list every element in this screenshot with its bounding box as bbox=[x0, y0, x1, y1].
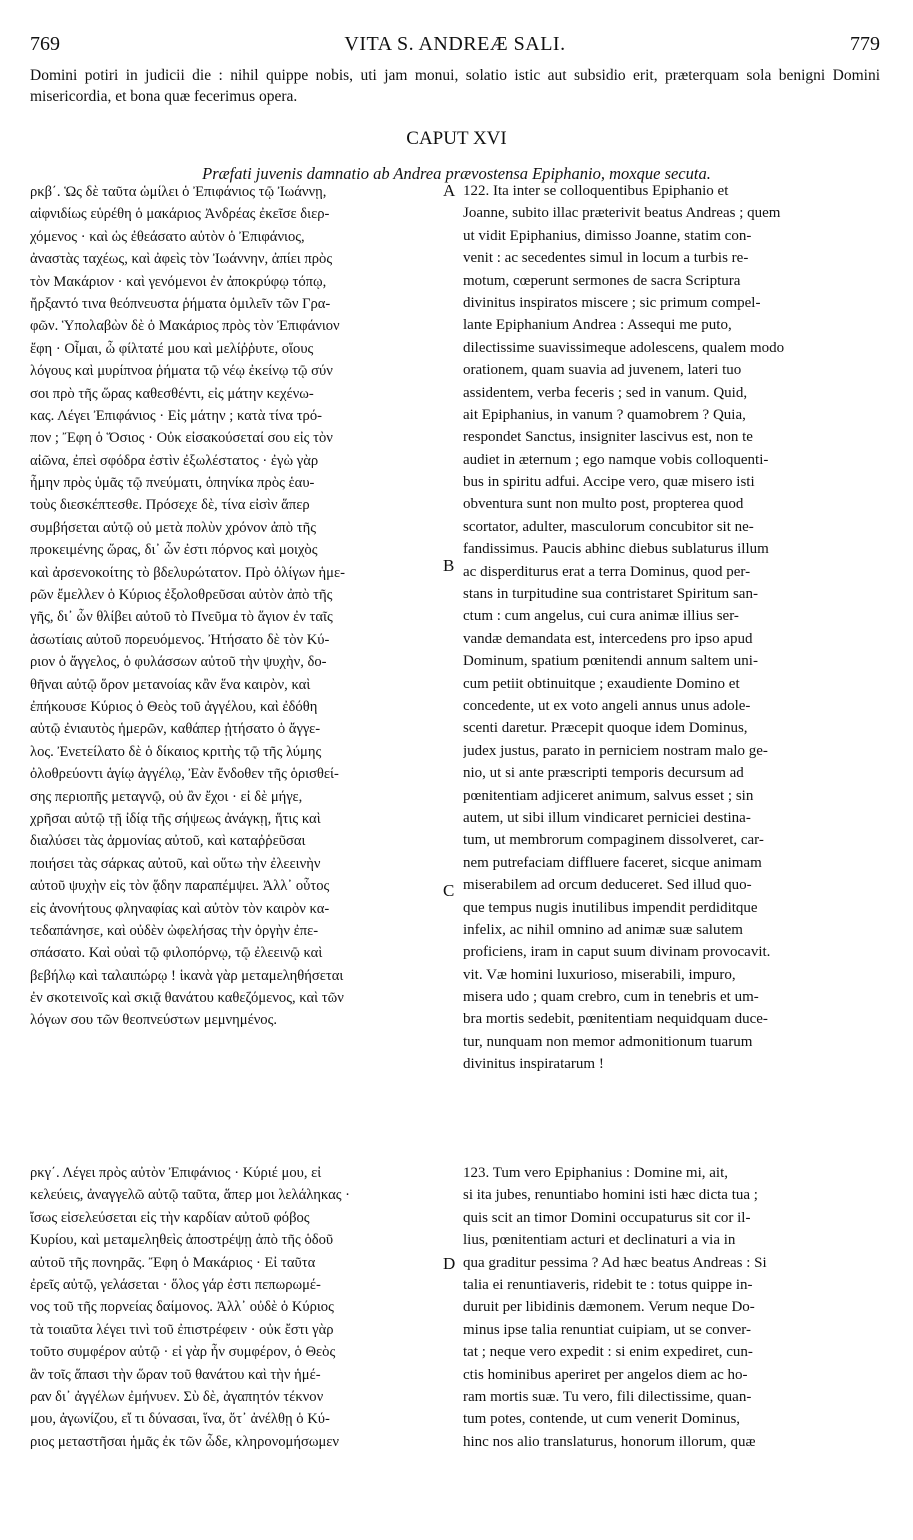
text-line: scenti daretur. Præcepit quoque idem Dominus, bbox=[463, 720, 748, 737]
text-line: ctis hominibus aperiret per angelos diem ac ho- bbox=[463, 1366, 748, 1383]
text-line: que tempus nugis inutilibus impendit perdiditque bbox=[463, 899, 758, 916]
text-line: 122. Ita inter se colloquentibus Epiphanio et bbox=[463, 183, 729, 199]
text-line: quis scit an timor Domini occupaturus sit cor il- bbox=[463, 1209, 751, 1226]
running-title: VITA S. ANDREÆ SALI. bbox=[344, 33, 566, 55]
margin-marker-a: A bbox=[443, 181, 456, 200]
text-line: λόγους καὶ μυρίπνοα ῥήματα τῷ νέῳ ἐκείνῳ τῷ σύν bbox=[30, 363, 333, 380]
text-line: minus ipse talia renuntiat cuipiam, ut se conver- bbox=[463, 1321, 751, 1338]
text-line: autem, ut sibi illum vindicaret perniciei destina- bbox=[463, 809, 751, 826]
text-line: ἔφη · Οἶμαι, ὦ φίλτατέ μου καὶ μελίῤῥυτε, οἵους bbox=[30, 340, 314, 357]
text-line: si ita jubes, renuntiabo homini isti hæc dicta tua ; bbox=[463, 1187, 758, 1204]
text-line: concedente, ut ex voto angeli annus unus adole- bbox=[463, 697, 751, 714]
text-line: τεδαπάνησε, καὶ οὐδὲν ὠφελήσας τὴν ὀργὴν ἐπε- bbox=[30, 922, 319, 939]
page-number-left: 769 bbox=[30, 33, 60, 55]
text-line: ὀλοθρεύοντι ἁγίῳ ἀγγέλῳ, Ἐὰν ἔνδοθεν τῆς ὁρισθεί- bbox=[30, 766, 339, 783]
text-line: infelix, ac nihil omnino ad animæ suæ salutem bbox=[463, 921, 743, 938]
text-line: τὰ τοιαῦτα λέγει τινὶ τοῦ ἐπιστρέφειν · οὐκ ἔστι γὰρ bbox=[30, 1321, 334, 1338]
text-line: ait Epiphanius, in vanum ? quamobrem ? Quia, bbox=[463, 406, 746, 423]
text-line: audiet in æternum ; ego namque vobis colloquenti- bbox=[463, 451, 769, 468]
text-line: ριον ὁ ἄγγελος, ὁ φυλάσσων αὐτοῦ τὴν ψυχὴν, δο- bbox=[30, 654, 327, 671]
text-line: respondet Sanctus, insigniter lascivus est, non te bbox=[463, 429, 753, 446]
text-line: ριος μεταστῆσαι ἡμᾶς ἐκ τῶν ὧδε, κληρονομήσωμεν bbox=[30, 1433, 340, 1450]
text-line: γῆς, δι᾽ ὧν θλίβει αὐτοῦ τὸ Πνεῦμα τὸ ἅγιον ἐν ταῖς bbox=[30, 609, 333, 626]
text-line: σπάσατο. Καὶ οὐαὶ τῷ φιλοπόρνῳ, τῷ ἐλεεινῷ καὶ bbox=[30, 945, 323, 962]
text-line: εἰς ἀνονήτους φληναφίας καὶ αὐτὸν τὸν καιρὸν κα- bbox=[30, 900, 330, 917]
greek-column-section-123 bbox=[30, 1162, 440, 1453]
text-line: stans in turpitudine sua contristaret Spiritum san- bbox=[463, 586, 758, 603]
text-line: λος. Ἐνετείλατο δὲ ὁ δίκαιος κριτὴς τῷ τῆς λύμης bbox=[30, 743, 322, 760]
text-line: 123. Tum vero Epiphanius : Domine mi, ait, bbox=[463, 1165, 728, 1181]
text-line: φῶν. Ὑπολαβὼν δὲ ὁ Μακάριος πρὸς τὸν Ἐπιφάνιον bbox=[30, 318, 340, 335]
text-line: Dominum, spatium pœnitendi annum saltem uni- bbox=[463, 653, 758, 670]
latin-column-section-122 bbox=[463, 180, 878, 1076]
margin-marker-d: D bbox=[443, 1254, 456, 1273]
text-line: λόγων σου τῶν θεοπνεύστων μεμνημένος. bbox=[30, 1012, 278, 1029]
text-line: ut vidit Epiphanius, dimisso Joanne, statim con- bbox=[463, 227, 752, 244]
text-line: bra mortis sedebit, pœnitentiam nequidquam duce- bbox=[463, 1011, 768, 1028]
page-number-right: 779 bbox=[850, 33, 880, 55]
text-line: αἰῶνα, ἐπεὶ σφόδρα ἐστὶν ἐξωλέστατος · ἐγὼ γὰρ bbox=[30, 452, 319, 469]
text-line: τοῦτο συμφέρον αὐτῷ · εἰ γὰρ ἦν συμφέρον, ὁ Θεὸς bbox=[30, 1344, 336, 1361]
text-line: μου, ἀγωνίζου, εἴ τι δύνασαι, ἵνα, ὅτ᾽ ἀνέλθῃ ὁ Κύ- bbox=[30, 1411, 330, 1428]
text-line: ἐπήκουσε Κύριος ὁ Θεὸς τοῦ ἀγγέλου, καὶ ἐδόθη bbox=[30, 698, 318, 715]
text-line: judex justus, parato in perniciem nostram malo ge- bbox=[463, 742, 768, 759]
text-line: συμβήσεται αὐτῷ οὐ μετὰ πολὺν χρόνον ἀπὸ τῆς bbox=[30, 519, 316, 536]
text-line: divinitus inspiratos miscere ; sic primum compel- bbox=[463, 294, 761, 311]
text-line: ἐρεῖς αὐτῷ, γελάσεται · ὅλος γάρ ἐστι πεπωρωμέ- bbox=[30, 1276, 321, 1293]
text-line: ἐν σκοτεινοῖς καὶ σκιᾷ θανάτου καθεζόμενος, καὶ τῶν bbox=[30, 990, 344, 1007]
text-line: hinc nos alio translaturus, honorum illorum, quæ bbox=[463, 1433, 756, 1450]
chapter-title: CAPUT XVI bbox=[406, 128, 507, 149]
text-line: χόμενος · καὶ ὡς ἐθεάσατο αὐτὸν ὁ Ἐπιφάνιος, bbox=[30, 228, 305, 245]
margin-marker-c: C bbox=[443, 881, 455, 900]
text-line: nio, ut si ante præscripti temporis decursum ad bbox=[463, 765, 744, 782]
text-line: κας. Λέγει Ἐπιφάνιος · Εἰς μάτην ; κατὰ τίνα τρό- bbox=[30, 407, 322, 424]
text-line: ποιήσει τὰς σάρκας αὐτοῦ, καὶ οὕτω τὴν ἐλεεινὴν bbox=[30, 855, 321, 872]
text-line: ἦμην πρὸς ὑμᾶς τῷ πνεύματι, ὁπηνίκα πρὸς ἑαυ- bbox=[30, 475, 315, 492]
text-line: tur, nunquam non memor admonitionum tuarum bbox=[463, 1033, 753, 1050]
latin-column-section-123 bbox=[463, 1162, 878, 1453]
text-line: διαλύσει τὰς ἁρμονίας αὐτοῦ, καὶ καταῤῥεῦσαι bbox=[30, 833, 306, 850]
text-line: divinitus inspiratarum ! bbox=[463, 1056, 604, 1073]
text-line: vit. Væ homini luxurioso, miserabili, impuro, bbox=[463, 966, 736, 983]
text-line: ρκγ΄. Λέγει πρὸς αὐτὸν Ἐπιφάνιος · Κύριέ μου, εἰ bbox=[30, 1165, 322, 1181]
text-line: lante Epiphanium Andrea : Assequi me puto, bbox=[463, 317, 732, 334]
text-line: lius, pœnitentiam acturi et declinaturi a via in bbox=[463, 1232, 736, 1249]
text-line: ἀσωτίαις αὐτοῦ πορευόμενος. Ἠτήσατο δὲ τὸν Κύ- bbox=[30, 631, 330, 648]
text-line: θῆναι αὐτῷ ὅρον μετανοίας κἂν ἕνα καιρὸν, καὶ bbox=[30, 676, 311, 693]
text-line: vandæ demandata est, intercedens pro ipso apud bbox=[463, 630, 753, 647]
text-line: νος τοῦ τῆς πορνείας δαίμονος. Ἀλλ᾽ οὐδὲ ὁ Κύριος bbox=[30, 1299, 334, 1316]
text-line: ἴσως εἰσελεύσεται εἰς τὴν καρδίαν αὐτοῦ φόβος bbox=[30, 1209, 310, 1226]
text-line: tum potes, contende, ut cum venerit Dominus, bbox=[463, 1411, 741, 1428]
text-line: αὐτῷ ἐνιαυτὸς ἡμερῶν, καθάπερ ᾐτήσατο ὁ ἄγγε- bbox=[30, 721, 321, 738]
text-line: obventura sunt non multo post, propterea quod bbox=[463, 496, 744, 513]
chapter-summary: Præfati juvenis damnatio ab Andrea prævostensa Epiphanio, moxque secuta. bbox=[202, 164, 711, 183]
text-line: ac disperditurus erat a terra Dominus, quod per- bbox=[463, 563, 751, 580]
text-line: Joanne, subito illac præterivit beatus Andreas ; quem bbox=[463, 205, 781, 222]
text-line: τοὺς διεσκέπτεσθε. Πρόσεχε δὲ, τίνα εἰσὶν ἅπερ bbox=[30, 497, 310, 514]
text-line: ἤρξαντό τινα θεόπνευστα ῥήματα ὁμιλεῖν τῶν Γρα- bbox=[30, 295, 331, 312]
text-line: σοι πρὸ τῆς ὥρας καθεσθέντι, εἰς μάτην κεχένω- bbox=[30, 385, 314, 402]
text-line: αὐτοῦ ψυχὴν εἰς τὸν ᾅδην παραπέμψει. Ἀλλ᾽ οὗτος bbox=[30, 878, 330, 895]
text-line: βεβήλῳ καὶ ταλαιπώρῳ ! ἱκανὰ γὰρ μεταμεληθήσεται bbox=[30, 967, 344, 984]
text-line: cum petiit obtinuitque ; exaudiente Domino et bbox=[463, 675, 740, 692]
text-line: ἂν τοῖς ἅπασι τὴν ὥραν τοῦ θανάτου καὶ τὴν ἡμέ- bbox=[30, 1366, 321, 1383]
text-line: ραν δι᾽ ἀγγέλων ἐμήνυεν. Σὺ δὲ, ἀγαπητόν τέκνον bbox=[30, 1388, 324, 1405]
text-line: proficiens, iram in caput suum divinam provocavit. bbox=[463, 944, 771, 961]
text-line: Κυρίου, καὶ μεταμεληθεὶς ἀποστρέψῃ ἀπὸ τῆς ὁδοῦ bbox=[30, 1232, 334, 1249]
text-line: κελεύεις, ἀναγγελῶ αὐτῷ ταῦτα, ἅπερ μοι λελάληκας · bbox=[30, 1187, 351, 1204]
text-line: ram mortis suæ. Tu vero, fili dilectissime, quan- bbox=[463, 1388, 752, 1405]
text-line: duruit per libidinis dæmonem. Verum neque Do- bbox=[463, 1299, 755, 1316]
text-line: qua graditur pessima ? Ad hæc beatus Andreas : Si bbox=[463, 1254, 767, 1271]
greek-column-section-122 bbox=[30, 181, 440, 1032]
text-line: motum, cœperunt sermones de sacra Scriptura bbox=[463, 272, 741, 289]
text-line: προκειμένης ὥρας, δι᾽ ὧν ἐστι πόρνος καὶ μοιχὸς bbox=[30, 542, 318, 559]
margin-marker-b: B bbox=[443, 556, 455, 575]
text-line: ctum : cum angelus, cui cura animæ illius ser- bbox=[463, 608, 739, 625]
page-header bbox=[30, 33, 880, 57]
text-line: scortator, adulter, masculorum concubitor sit ne- bbox=[463, 518, 754, 535]
text-line: ρῶν ἔμελλεν ὁ Κύριος ἐξολοθρεῦσαι αὐτὸν ἀπὸ τῆς bbox=[30, 587, 333, 604]
text-line: talia ei renuntiaveris, ridebit te : totus quippe in- bbox=[463, 1276, 753, 1293]
text-line: bus in spiritu adfui. Accipe vero, quæ misero isti bbox=[463, 474, 755, 491]
text-line: fandissimus. Paucis abhinc diebus sublaturus illum bbox=[463, 541, 769, 558]
text-line: pœnitentiam adjiceret animum, salvus esset ; sin bbox=[463, 787, 754, 804]
text-line: αἰφνιδίως εὑρέθη ὁ μακάριος Ἀνδρέας ἐκεῖσε διερ- bbox=[30, 206, 330, 223]
text-line: πον ; Ἔφη ὁ Ὅσιος · Οὐκ εἰσακούσεταί σου εἰς τὸν bbox=[30, 430, 333, 447]
text-line: dilectissime suavissimeque adolescens, qualem modo bbox=[463, 339, 785, 356]
text-line: τὸν Μακάριον · καὶ γενόμενοι ἐν ἀποκρύφῳ τόπῳ, bbox=[30, 273, 327, 290]
text-line: orationem, quam suavia ad juvenem, lateri tuo bbox=[463, 362, 742, 379]
text-line: καὶ ἀρσενοκοίτης τὸ βδελυρώτατον. Πρὸ ὀλίγων ἡμε- bbox=[30, 564, 345, 581]
intro-paragraph: Domini potiri in judicii die : nihil quippe nobis, uti jam monui, solatio istic aut subsidio erit, præterquam sola benigni Domini misericordia, et bona quæ fecerimus opera. bbox=[30, 67, 880, 105]
text-line: miserabilem ad orcum deduceret. Sed illud quo- bbox=[463, 877, 752, 894]
text-line: assidentem, verba feceris ; sed in vanum. Quid, bbox=[463, 384, 748, 401]
text-line: ρκβ΄. Ὡς δὲ ταῦτα ὡμίλει ὁ Ἐπιφάνιος τῷ Ἰωάννῃ, bbox=[30, 184, 327, 200]
text-line: χρῆσαι αὐτῷ τῇ ἰδίᾳ τῆς σήψεως ἀνάγκῃ, ἥτις καὶ bbox=[30, 810, 321, 827]
text-line: tat ; neque vero expedit : si enim expediret, cun- bbox=[463, 1344, 753, 1361]
text-line: σης περιοπῆς μεταγνῷ, οὐ ἂν ἔχοι · εἰ δὲ μήγε, bbox=[30, 788, 303, 805]
text-line: ἀναστὰς ταχέως, καὶ ἀφεὶς τὸν Ἰωάννην, ἀπίει πρὸς bbox=[30, 251, 333, 268]
text-line: tum, ut membrorum compaginem dissolveret, car- bbox=[463, 832, 764, 849]
text-line: venit : ac secedentes simul in locum a turbis re- bbox=[463, 250, 749, 267]
text-line: misera udo ; quam crebro, cum in tenebris et um- bbox=[463, 989, 759, 1006]
text-line: nem putrefaciam diffluere faceret, sicque animam bbox=[463, 854, 762, 871]
text-line: αὐτοῦ τῆς πονηρᾶς. Ἔφη ὁ Μακάριος · Εἰ ταῦτα bbox=[30, 1254, 316, 1271]
